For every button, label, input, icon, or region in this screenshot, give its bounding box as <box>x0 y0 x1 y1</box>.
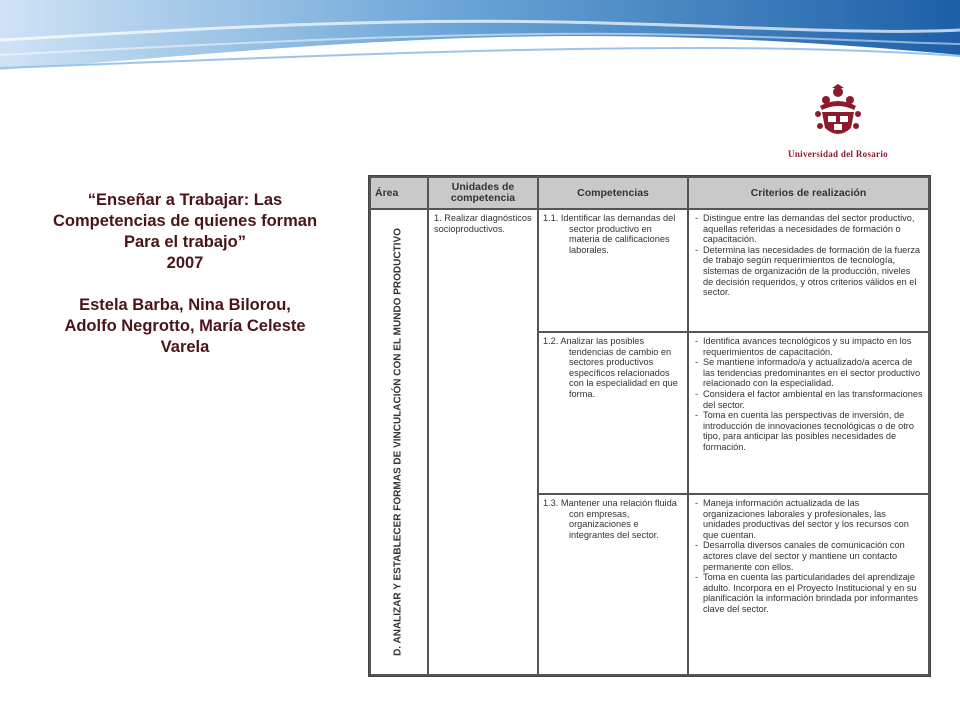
competency-table <box>369 176 930 676</box>
year: 2007 <box>166 254 204 272</box>
competency-cell: 1.3. Mantener una relación fluida con empresas, organizaciones e integrantes del sector. <box>538 494 688 675</box>
criteria-item: - Toma en cuenta las perspectivas de inversión, de introducción de innovaciones tecnológicas o de otro tipo, para anticipar las posibles necesidades de formación. <box>703 410 923 452</box>
criteria-item: - Se mantiene informado/a y actualizado/a acerca de las tendencias predominantes en el sector productivo relacionado con la especialidad. <box>703 357 923 389</box>
authors-line-3: Varela <box>160 338 210 356</box>
criteria-list <box>694 213 923 298</box>
table-header-row <box>370 177 929 209</box>
criteria-cell <box>688 209 929 332</box>
authors-line-2: Adolfo Negrotto, María Celeste <box>64 317 306 335</box>
header-area: Área <box>370 177 428 209</box>
criteria-item: - Distingue entre las demandas del sector productivo, aquellas referidas a necesidades de formación o capacitación. <box>703 213 923 245</box>
table-row <box>370 209 929 332</box>
criteria-item: - Toma en cuenta las particularidades del aprendizaje adulto. Incorpora en el Proyecto Institucional y en su planificación la información brindada por informantes clave del sector. <box>703 572 923 614</box>
criteria-list <box>694 336 923 453</box>
criteria-cell <box>688 494 929 675</box>
criteria-item: - Considera el factor ambiental en las transformaciones del sector. <box>703 389 923 410</box>
university-logo <box>778 84 898 164</box>
title-line-2: Competencias de quienes forman <box>52 212 318 230</box>
unit-cell: 1. Realizar diagnósticos socioproductivos. <box>428 209 538 675</box>
slide-title-block <box>30 190 340 358</box>
criteria-item: - Identifica avances tecnológicos y su impacto en los requerimientos de capacitación. <box>703 336 923 357</box>
competency-table-image <box>368 175 931 677</box>
header-competencies: Competencias <box>538 177 688 209</box>
competency-cell: 1.1. Identificar las demandas del sector productivo en materia de calificaciones laborales. <box>538 209 688 332</box>
criteria-item: - Maneja información actualizada de las organizaciones laborales y profesionales, las unidades productivas del sector y los recursos con que cuentan. <box>703 498 923 540</box>
header-criteria: Criterios de realización <box>688 177 929 209</box>
title-line-1: “Enseñar a Trabajar: Las <box>87 191 283 209</box>
crest-icon <box>810 84 866 142</box>
university-name: Universidad del Rosario <box>788 149 888 159</box>
authors-line-1: Estela Barba, Nina Bilorou, <box>79 296 291 314</box>
area-label: D. ANALIZAR Y ESTABLECER FORMAS DE VINCULACIÓN CON EL MUNDO PRODUCTIVO <box>392 228 404 656</box>
title-line-3: Para el trabajo” <box>124 233 246 251</box>
criteria-item: - Desarrolla diversos canales de comunicación con actores clave del sector y mantiene un contacto permanente con ellos. <box>703 540 923 572</box>
criteria-cell <box>688 332 929 494</box>
competency-cell: 1.2. Analizar las posibles tendencias de cambio en sectores productivos específicos relacionados con la especialidad en que forma. <box>538 332 688 494</box>
header-units: Unidades de competencia <box>428 177 538 209</box>
decorative-header-banner <box>0 0 960 80</box>
criteria-list <box>694 498 923 615</box>
criteria-item: - Determina las necesidades de formación de la fuerza de trabajo según requerimientos de tecnología, sistemas de organización de la producción, niveles de decisión requeridos, y otros criterios válidos en el sector. <box>703 245 923 298</box>
area-cell <box>370 209 428 675</box>
